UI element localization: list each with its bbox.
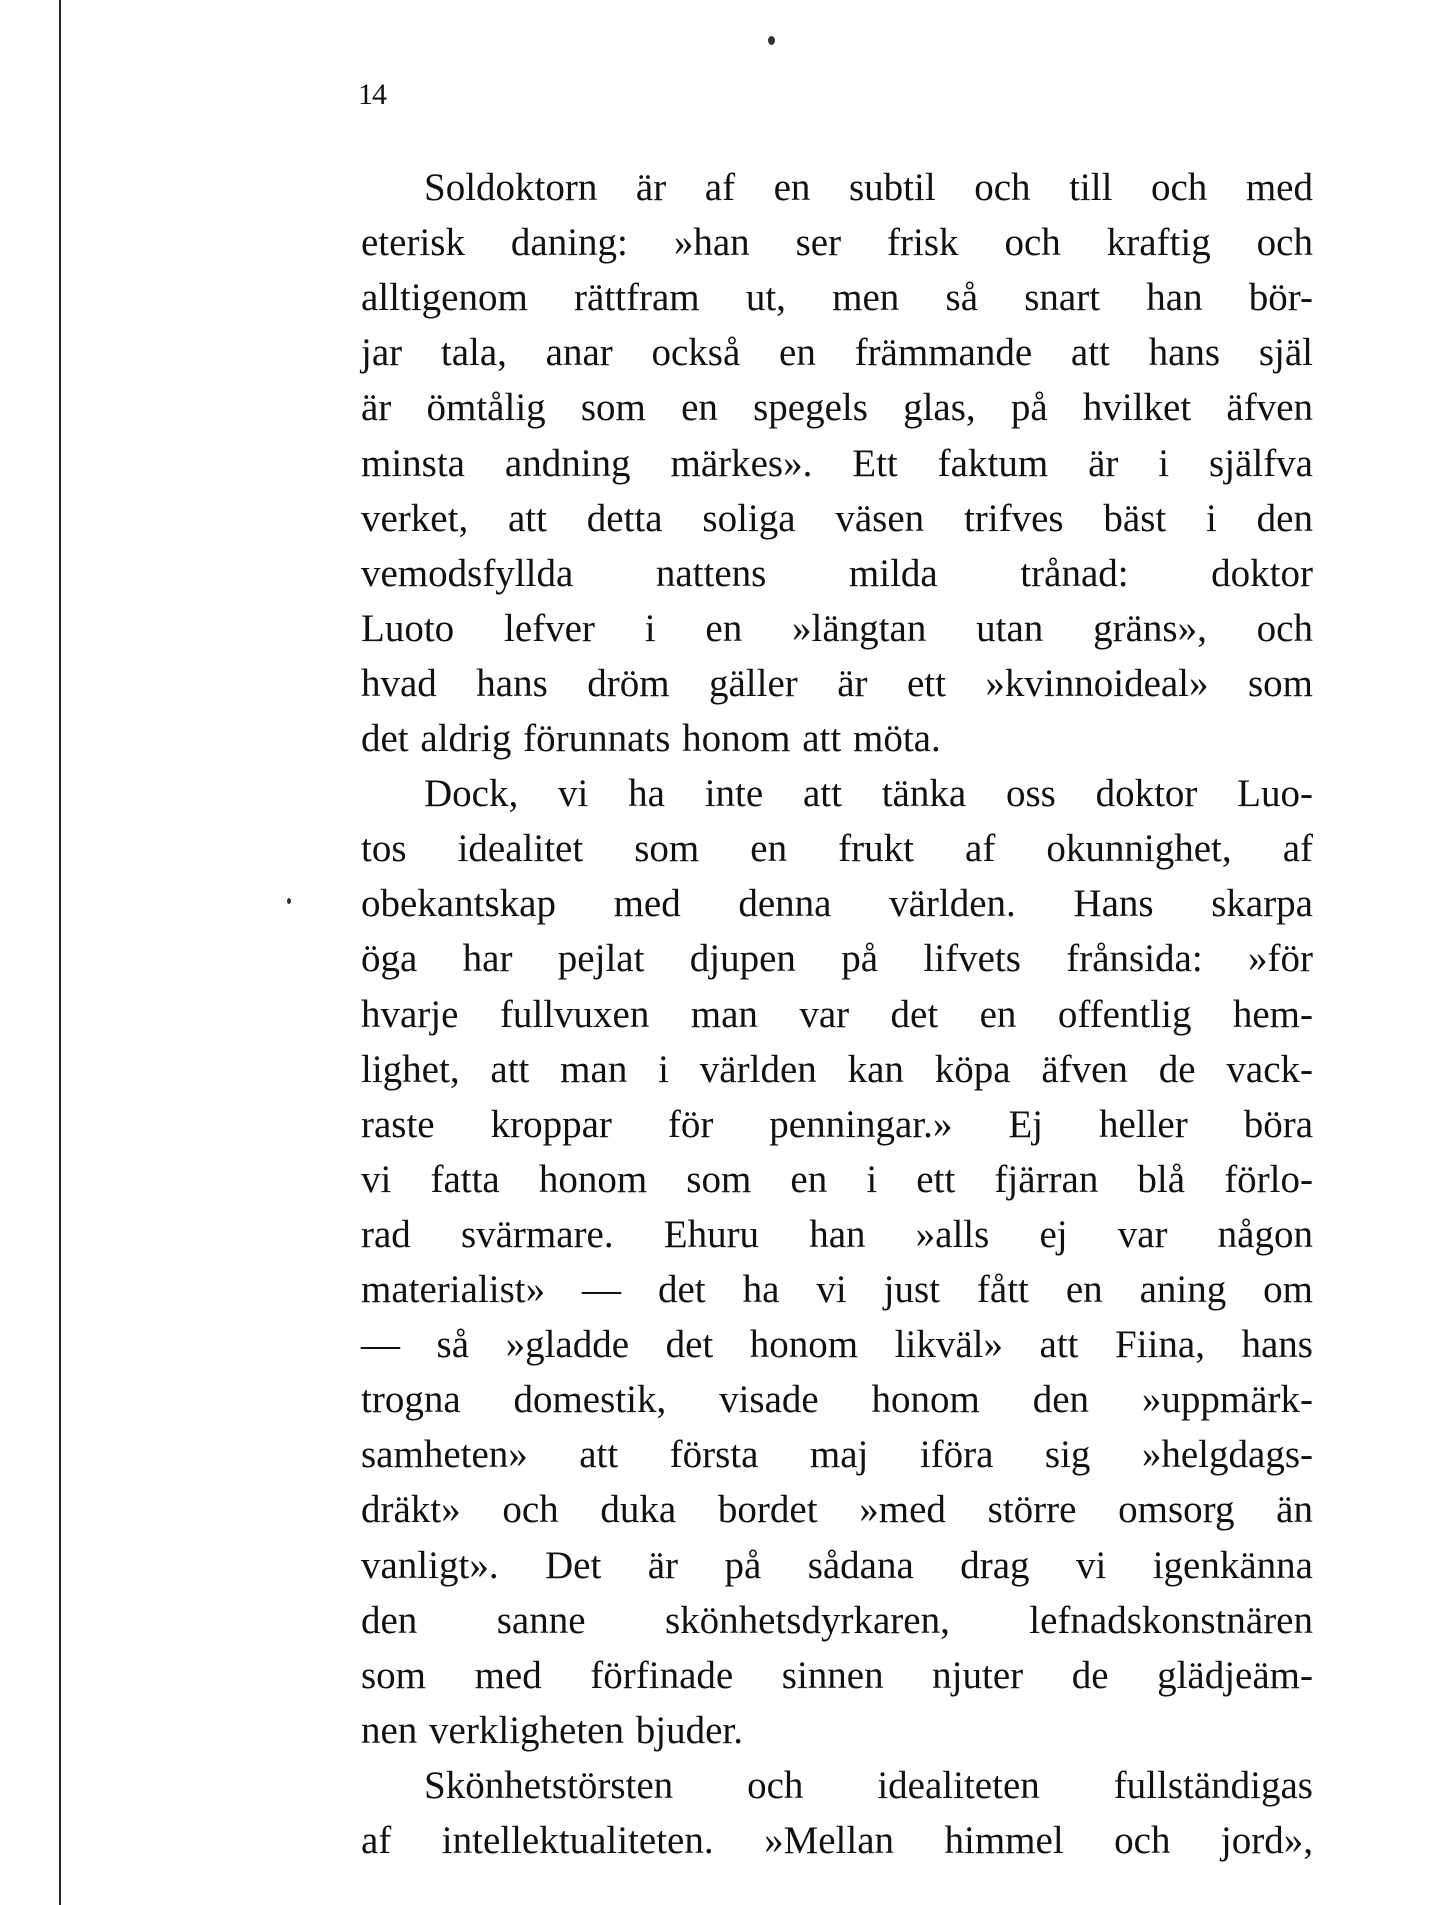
text-line: rad svärmare. Ehuru han »alls ej var någon: [361, 1212, 1313, 1256]
text-line: eterisk daning: »han ser frisk och kraftig och: [361, 221, 1313, 265]
text-line: vemodsfyllda nattens milda trånad: doktor: [361, 551, 1313, 595]
text-line: Soldoktorn är af en subtil och till och med: [424, 166, 1313, 209]
text-line: hvarje fullvuxen man var det en offentlig hem-: [361, 992, 1313, 1036]
text-line: Skönhetstörsten och idealiteten fullständigas: [424, 1763, 1313, 1807]
text-line: af intellektualiteten. »Mellan himmel och jord»,: [361, 1819, 1313, 1862]
page-edge-line: [59, 0, 61, 1905]
text-line: raste kroppar för penningar.» Ej heller böra: [361, 1102, 1313, 1146]
text-line: den sanne skönhetsdyrkaren, lefnadskonstnären: [361, 1598, 1313, 1642]
text-line: lighet, att man i världen kan köpa äfven de vack-: [361, 1047, 1313, 1091]
text-line: Dock, vi ha inte att tänka oss doktor Luo-: [424, 772, 1313, 816]
text-line: tos idealitet som en frukt af okunnighet, af: [361, 827, 1313, 871]
text-line: materialist» — det ha vi just fått en aning om: [361, 1268, 1313, 1311]
page-number: 14: [358, 78, 386, 111]
ink-speck: [768, 36, 775, 45]
text-line: det aldrig förunnats honom att möta.: [361, 717, 941, 760]
text-line: jar tala, anar också en främmande att hans själ: [361, 331, 1313, 375]
text-line: vanligt». Det är på sådana drag vi igenkänna: [361, 1543, 1313, 1587]
text-line: trogna domestik, visade honom den »uppmärk-: [361, 1378, 1313, 1422]
text-line: hvad hans dröm gäller är ett »kvinnoideal» som: [361, 661, 1313, 705]
text-line: — så »gladde det honom likväl» att Fiina, hans: [361, 1323, 1313, 1367]
text-line: alltigenom rättfram ut, men så snart han bör-: [361, 276, 1313, 320]
text-line: dräkt» och duka bordet »med större omsorg än: [361, 1488, 1313, 1532]
text-line: nen verkligheten bjuder.: [361, 1708, 743, 1752]
text-line: som med förfinade sinnen njuter de glädjeäm-: [361, 1653, 1313, 1697]
text-line: öga har pejlat djupen på lifvets frånsida: »för: [361, 937, 1313, 981]
ink-speck: [287, 898, 291, 904]
text-line: Luoto lefver i en »längtan utan gräns», och: [361, 606, 1313, 650]
text-line: samheten» att första maj iföra sig »helgdags-: [361, 1433, 1313, 1477]
text-line: vi fatta honom som en i ett fjärran blå förlo-: [361, 1157, 1313, 1201]
text-line: minsta andning märkes». Ett faktum är i själfva: [361, 441, 1313, 485]
text-line: är ömtålig som en spegels glas, på hvilket äfven: [361, 386, 1313, 430]
text-line: verket, att detta soliga väsen trifves bäst i den: [361, 496, 1313, 540]
text-line: obekantskap med denna världen. Hans skarpa: [361, 882, 1313, 926]
